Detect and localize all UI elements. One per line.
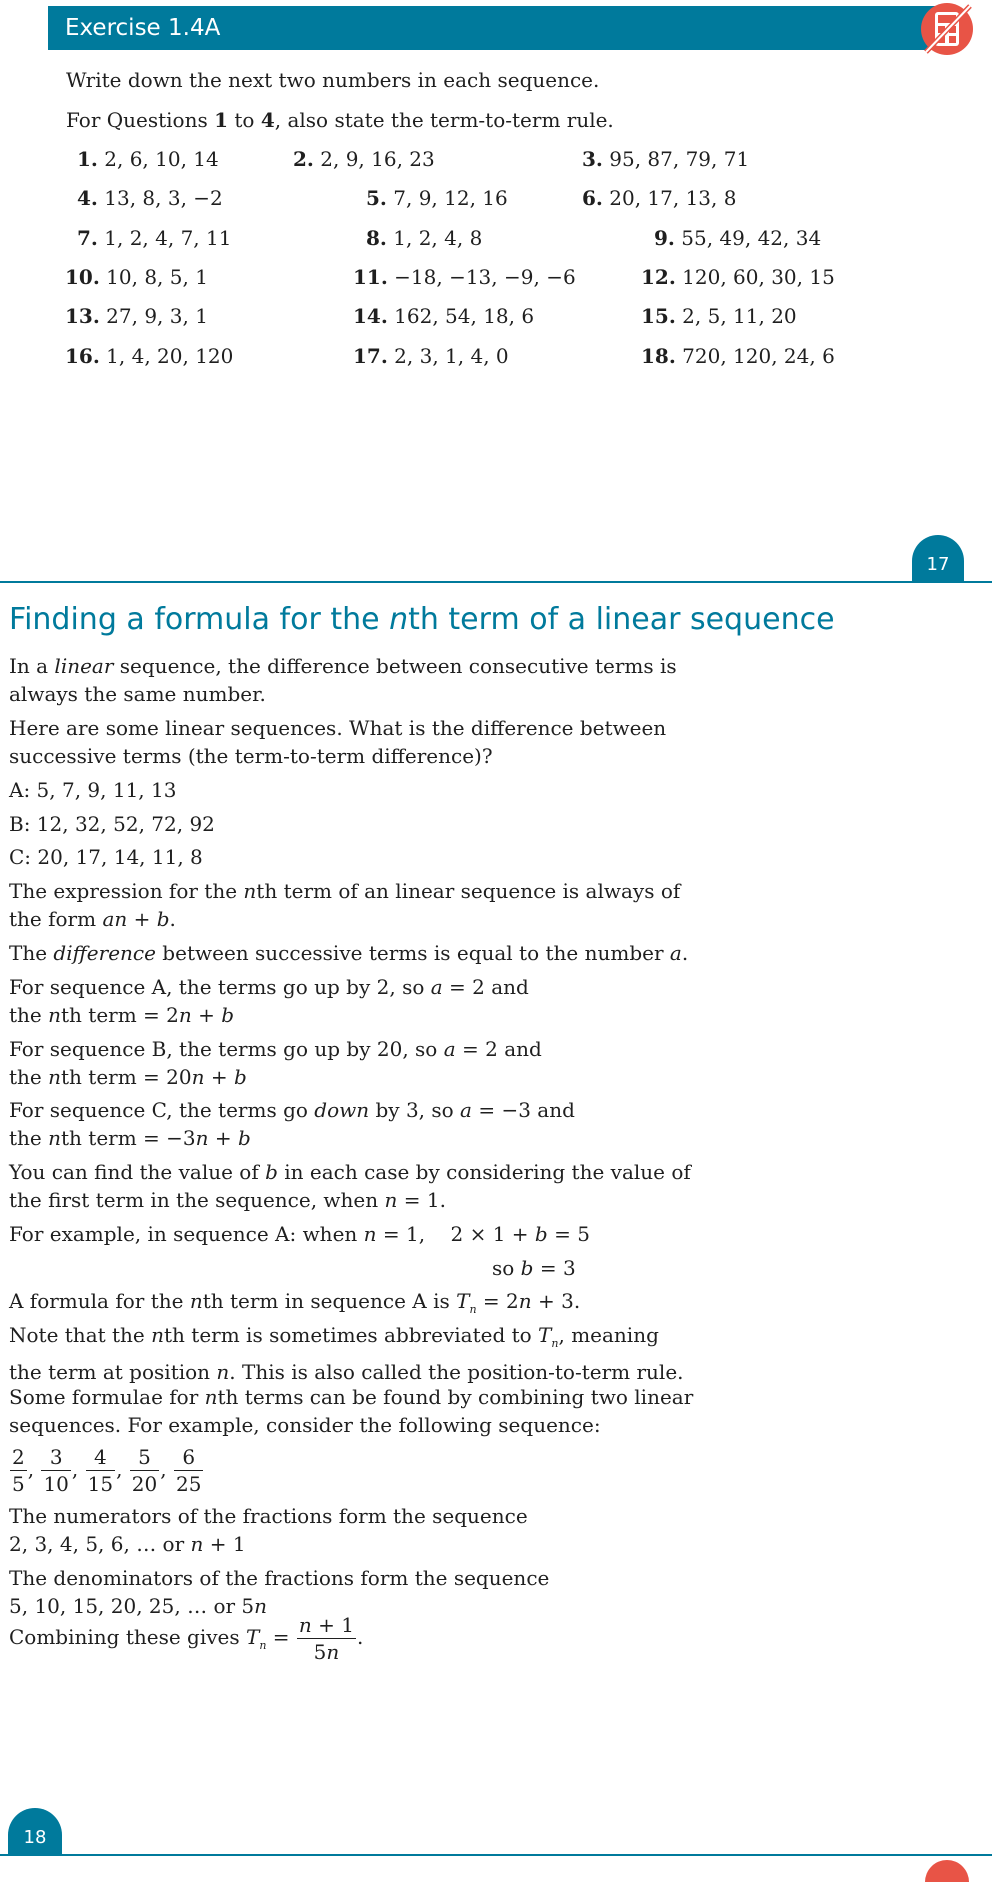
sequence-b: B: 12, 32, 52, 72, 92 <box>9 812 215 836</box>
page-divider <box>0 581 992 583</box>
question-16: 16. 1, 4, 20, 120 <box>65 344 234 368</box>
paragraph-sequence-a: For sequence A, the terms go up by 2, so a = 2 and the nth term = 2n + b <box>9 975 529 1027</box>
exercise-banner <box>48 6 958 50</box>
page-number-17: 17 <box>912 535 964 583</box>
paragraph-expression: The expression for the nth term of an linear sequence is always of the form an + b. <box>9 879 681 931</box>
sequence-c: C: 20, 17, 14, 11, 8 <box>9 845 203 869</box>
paragraph-numerators: The numerators of the fractions form the sequence 2, 3, 4, 5, 6, … or n + 1 <box>9 1504 528 1556</box>
question-2: 2. 2, 9, 16, 23 <box>293 147 435 171</box>
paragraph-combined-formula: Combining these gives $T_n$ = $\frac{n + 1}{5n}$ . <box>9 1613 364 1664</box>
question-4: 4. 13, 8, 3, −2 <box>77 186 223 210</box>
question-10: 10. 10, 8, 5, 1 <box>65 265 208 289</box>
paragraph-difference: The difference between successive terms is equal to the number a. <box>9 941 689 965</box>
question-13: 13. 27, 9, 3, 1 <box>65 304 208 328</box>
paragraph-sequence-c: For sequence C, the terms go down by 3, so a = −3 and the nth term = −3n + b <box>9 1098 575 1150</box>
exercise-instruction-1: Write down the next two numbers in each sequence. <box>66 68 600 92</box>
question-17: 17. 2, 3, 1, 4, 0 <box>353 344 509 368</box>
exercise-instruction-2: For Questions 1 to 4, also state the term-to-term rule. <box>66 108 614 132</box>
section-title: Finding a formula for the nth term of a linear sequence <box>9 602 835 637</box>
question-3: 3. 95, 87, 79, 71 <box>582 147 750 171</box>
question-11: 11. −18, −13, −9, −6 <box>353 265 576 289</box>
paragraph-abbreviation: Note that the nth term is sometimes abbreviated to $T_n$, meaning the term at position n. This is also called the position-to-term rule. <box>9 1323 684 1384</box>
question-7: 7. 1, 2, 4, 7, 11 <box>77 226 232 250</box>
paragraph-formula-a: A formula for the nth term in sequence A is $T_n = 2n + 3$. <box>9 1289 581 1316</box>
exercise-title: Exercise 1.4A <box>65 15 221 41</box>
question-5: 5. 7, 9, 12, 16 <box>366 186 508 210</box>
question-12: 12. 120, 60, 30, 15 <box>641 265 835 289</box>
no-calculator-icon <box>918 0 976 58</box>
no-calculator-icon-partial <box>925 1860 969 1882</box>
paragraph-find-b: You can find the value of b in each case by considering the value of the first term in the sequence, when n = 1. <box>9 1160 691 1212</box>
page-number-18: 18 <box>8 1808 62 1856</box>
fraction-sequence: $\frac{2}{5}$ , $\frac{3}{10}$ , $\frac{4}{15}$ , $\frac{5}{20}$ , $\frac{6}{25}$ <box>12 1445 202 1496</box>
question-15: 15. 2, 5, 11, 20 <box>641 304 797 328</box>
paragraph-combining: Some formulae for nth terms can be found by combining two linear sequences. For example, consider the following sequence: <box>9 1385 694 1437</box>
question-14: 14. 162, 54, 18, 6 <box>353 304 535 328</box>
paragraph-example-result: so b = 3 <box>492 1256 576 1280</box>
page-divider-bottom <box>0 1854 992 1856</box>
question-9: 9. 55, 49, 42, 34 <box>654 226 822 250</box>
question-18: 18. 720, 120, 24, 6 <box>641 344 835 368</box>
paragraph-denominators: The denominators of the fractions form the sequence 5, 10, 15, 20, 25, … or 5n <box>9 1566 550 1618</box>
question-8: 8. 1, 2, 4, 8 <box>366 226 483 250</box>
sequence-a: A: 5, 7, 9, 11, 13 <box>9 778 177 802</box>
paragraph-question: Here are some linear sequences. What is the difference between successive terms (the term-to-term difference)? <box>9 716 667 768</box>
paragraph-linear-definition: In a linear sequence, the difference between consecutive terms is always the same number. <box>9 654 677 706</box>
paragraph-example: For example, in sequence A: when n = 1, 2 × 1 + b = 5 <box>9 1222 590 1246</box>
paragraph-sequence-b: For sequence B, the terms go up by 20, so a = 2 and the nth term = 20n + b <box>9 1037 542 1089</box>
question-1: 1. 2, 6, 10, 14 <box>77 147 219 171</box>
question-6: 6. 20, 17, 13, 8 <box>582 186 737 210</box>
